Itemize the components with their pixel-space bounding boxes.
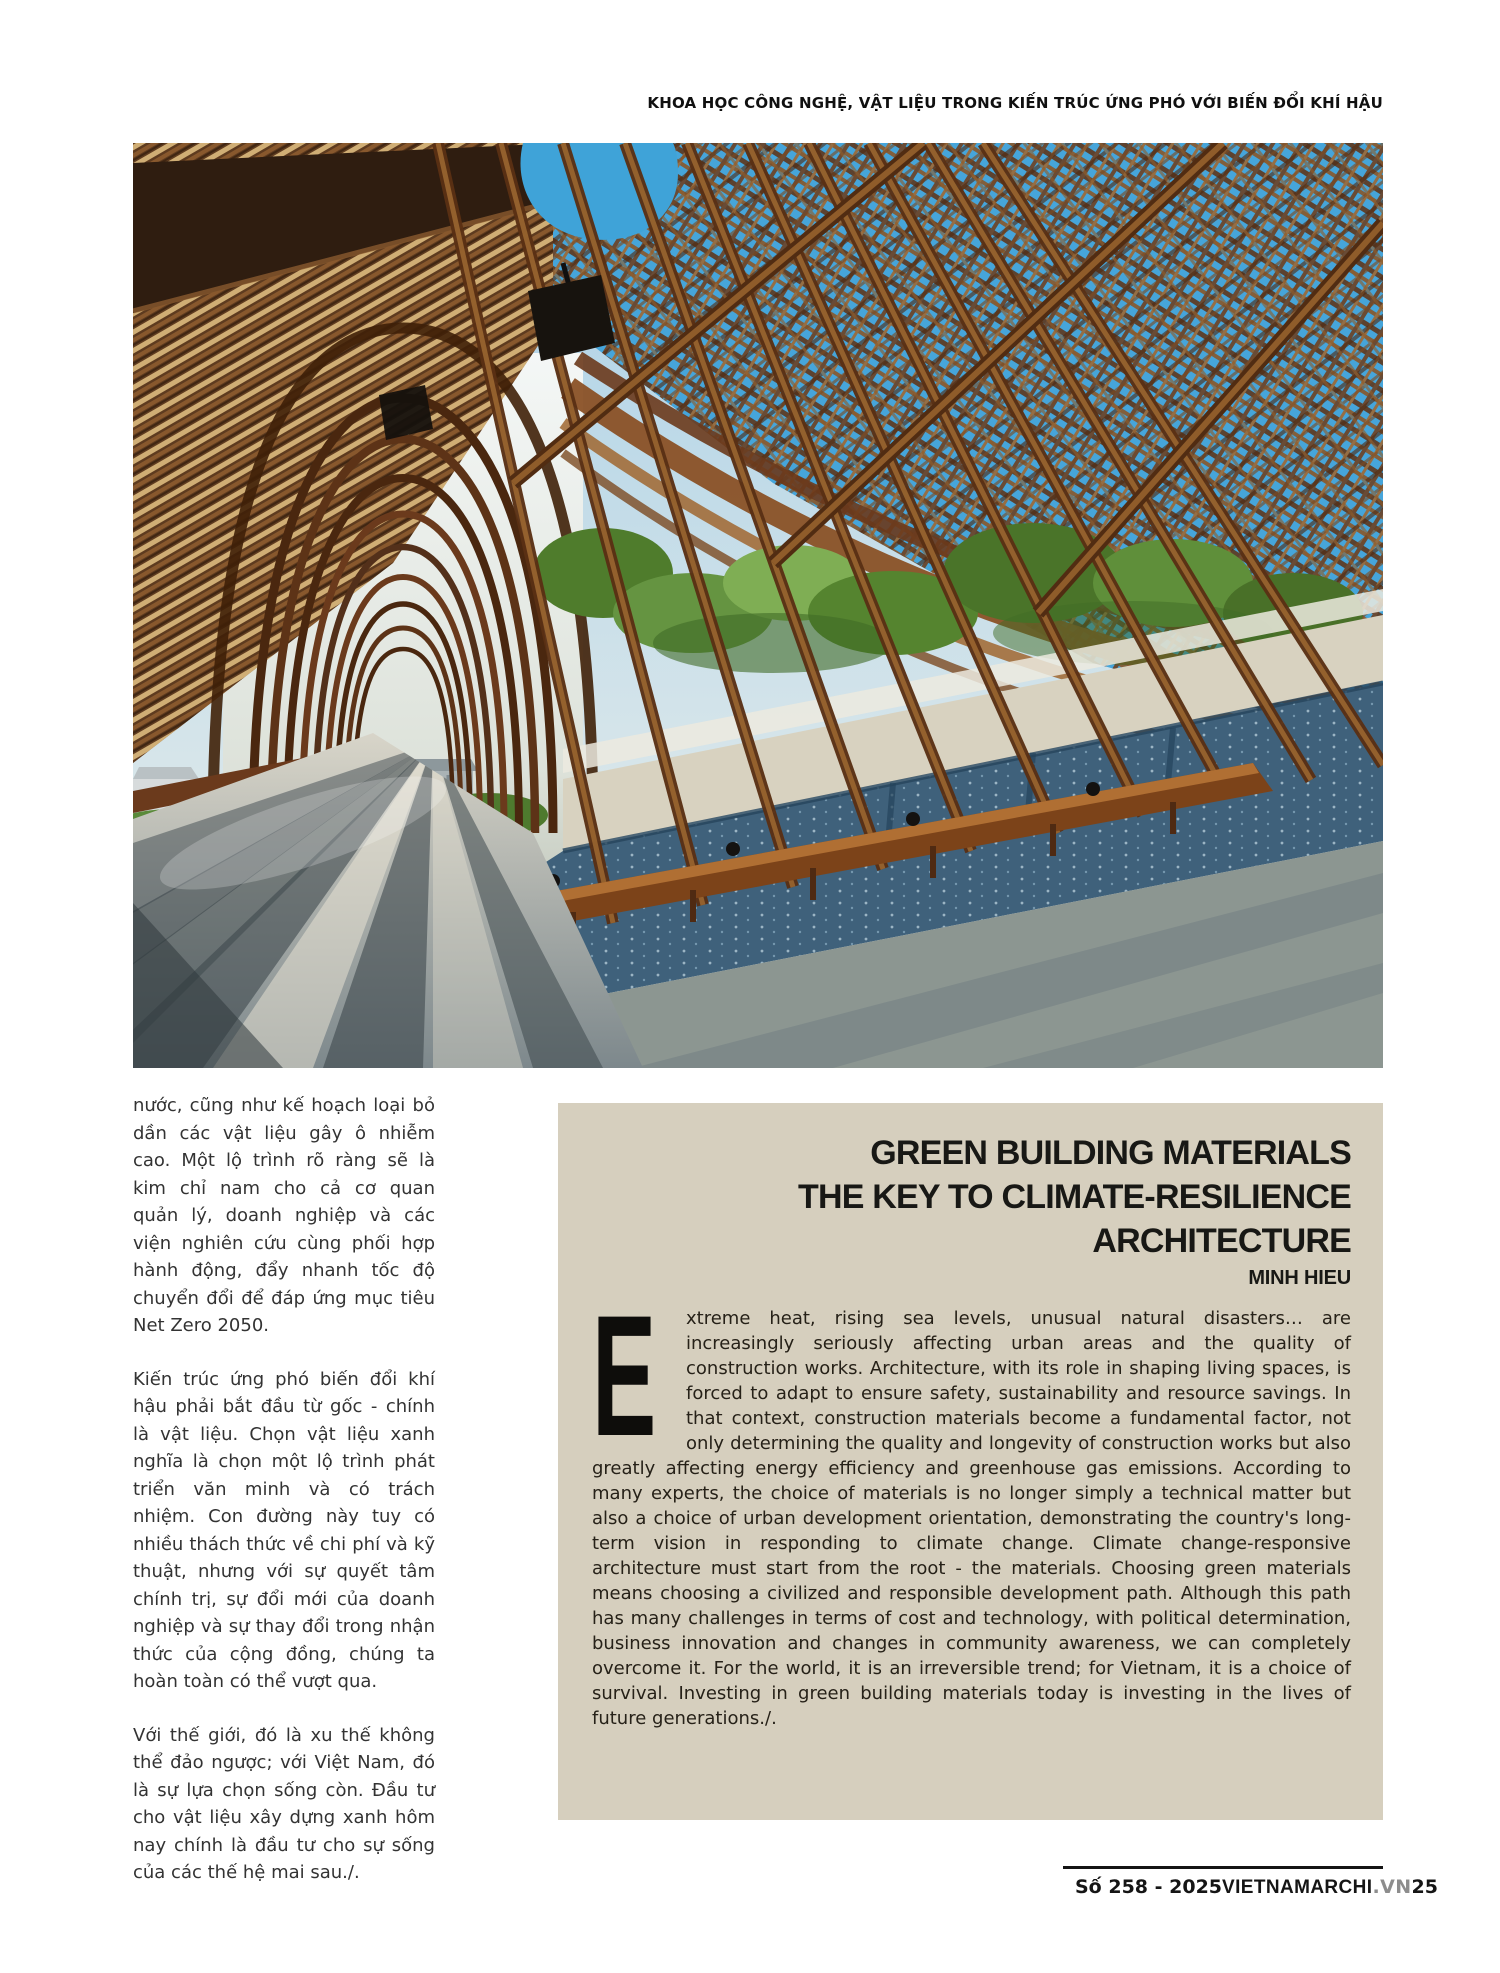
page-number: 25 bbox=[1411, 1876, 1438, 1898]
title-line-1: GREEN BUILDING MATERIALS bbox=[870, 1134, 1351, 1172]
bamboo-pavilion-illustration bbox=[133, 143, 1383, 1068]
issue-number: Số 258 - 2025 bbox=[1075, 1876, 1223, 1898]
article-body-text: xtreme heat, rising sea levels, unusual natural disasters… are increasingly seriously affecting urban areas and the quality of construction works. Architecture, with its role in shaping living spaces, is forced to adapt to ensure safety, sustainability and resource savings. In that context, construction materials become a fundamental factor, not only determining the quality and longevity of construction works but also greatly affecting energy efficiency and greenhouse gas emissions. According to many experts, the choice of materials is no longer simply a technical matter but also a choice of urban development orientation, demonstrating the country's long-term vision in responding to climate change. Climate change-responsive architecture must start from the root - the materials. Choosing green materials means choosing a civilized and responsible development path. Although this path has many challenges in terms of cost and technology, with political determination, business innovation and changes in community awareness, we can completely overcome it. For the world, it is an irreversible trend; for Vietnam, it is a choice of survival. Investing in green building materials today is investing in the lives of future generations./. bbox=[592, 1308, 1351, 1729]
paragraph-vn-3: Với thế giới, đó là xu thế không thể đảo ngược; với Việt Nam, đó là sự lựa chọn sống còn. Đầu tư cho vật liệu xây dựng xanh hôm nay chính là đầu tư cho sự sống của các thế hệ mai sau./. bbox=[133, 1724, 435, 1883]
page-footer bbox=[1063, 1866, 1438, 1909]
dropcap-letter: E bbox=[592, 1280, 657, 1472]
site-suffix: .VN bbox=[1372, 1876, 1412, 1898]
left-column bbox=[133, 1092, 435, 1913]
byline: MINH HIEU bbox=[1248, 1267, 1351, 1289]
article-photo bbox=[133, 143, 1383, 1068]
feature-box bbox=[558, 1103, 1383, 1820]
paragraph-vn-1: nước, cũng như kế hoạch loại bỏ dần các vật liệu gây ô nhiễm cao. Một lộ trình rõ ràng sẽ là kim chỉ nam cho cả cơ quan quản lý, doanh nghiệp và các viện nghiên cứu cùng phối hợp hành động, đẩy nhanh tốc độ chuyển đổi để đáp ứng mục tiêu Net Zero 2050. bbox=[133, 1095, 435, 1336]
article-title bbox=[592, 1131, 1351, 1263]
title-line-3: ARCHITECTURE bbox=[1092, 1222, 1351, 1260]
title-line-2: THE KEY TO CLIMATE-RESILIENCE bbox=[798, 1178, 1351, 1216]
paragraph-vn-2: Kiến trúc ứng phó biến đổi khí hậu phải bắt đầu từ gốc - chính là vật liệu. Chọn vật liệu xanh nghĩa là chọn một lộ trình phát triển văn minh và có trách nhiệm. Con đường này tuy có nhiều thách thức về chi phí và kỹ thuật, nhưng với sự quyết tâm chính trị, sự đổi mới của doanh nghiệp và sự thay đổi trong nhận thức của cộng đồng, chúng ta hoàn toàn có thể vượt qua. bbox=[133, 1368, 435, 1692]
page-header: KHOA HỌC CÔNG NGHỆ, VẬT LIỆU TRONG KIẾN TRÚC ỨNG PHÓ VỚI BIẾN ĐỔI KHÍ HẬU bbox=[647, 94, 1383, 112]
dropcap bbox=[592, 1280, 672, 1472]
article-body bbox=[592, 1280, 1351, 1731]
site-name-bold: VIETNAMARCHI bbox=[1222, 1877, 1373, 1898]
site-name bbox=[1222, 1876, 1412, 1899]
